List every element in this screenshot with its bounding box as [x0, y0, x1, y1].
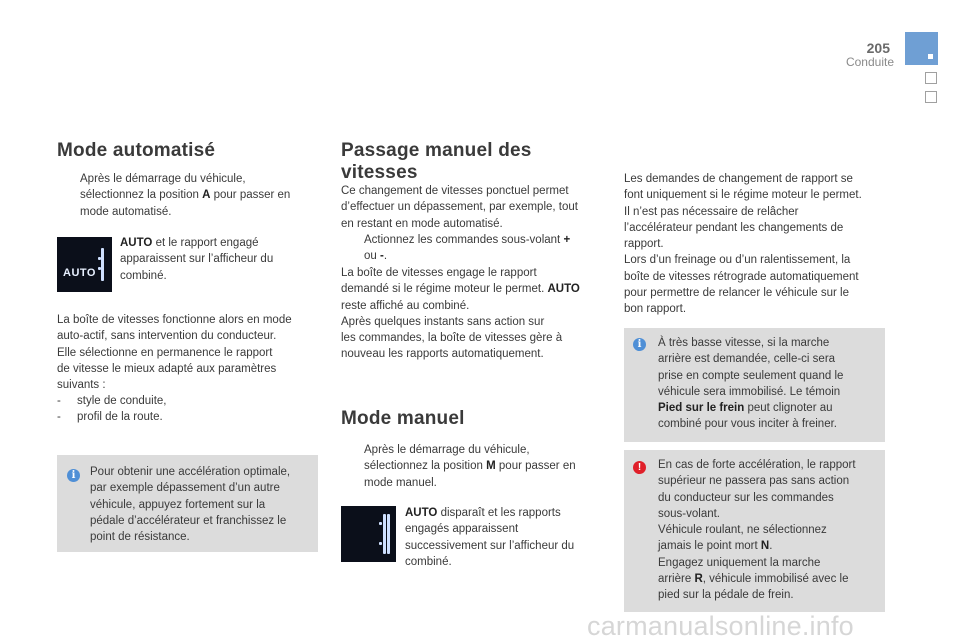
text-line: La boîte de vitesses engage le rapport [341, 267, 537, 279]
text-line: en restant en mode automatisé. [341, 217, 503, 230]
title-line: Passage manuel des [341, 140, 532, 161]
text-line: bon rapport. [624, 303, 687, 316]
section-name: Conduite [845, 55, 894, 69]
warning-light-name: Pied sur le frein [658, 402, 745, 415]
info-icon: i [633, 338, 646, 351]
section-tab-empty-1 [925, 72, 937, 84]
text-line: combiné. [120, 269, 167, 282]
text-line: combiné pour vous inciter à freiner. [658, 418, 837, 431]
text-line: sous-volant. [658, 507, 721, 520]
dash-item-text: style de conduite, [77, 395, 167, 407]
text-line: supérieur ne passera pas sans action [658, 475, 850, 488]
text-line: engagés apparaissent [405, 523, 519, 536]
text-line: Lors d’un freinage ou d’un ralentissement, la [624, 254, 851, 267]
text-line: nouveau les rapports automatiquement. [341, 348, 544, 361]
col1-paragraph [57, 312, 322, 393]
text-line: d’effectuer un dépassement, par exemple, tout [341, 201, 578, 214]
text-line: pied sur la pédale de frein. [658, 589, 794, 602]
text-line: reste affiché au combiné. [341, 299, 470, 312]
dash-mark: - [57, 395, 61, 407]
text-line: prise en compte seulement quand le [658, 369, 844, 382]
text-span: pour passer en [495, 460, 576, 473]
dash-mark: - [57, 411, 61, 423]
text-span: disparaît et les rapports [437, 507, 561, 519]
text-span: sélectionnez la position [364, 460, 487, 473]
text-span: arrière [658, 573, 695, 586]
text-line [405, 505, 605, 521]
reverse-position: R [694, 573, 703, 586]
text-line: Engagez uniquement la marche [658, 556, 821, 569]
text-line: Véhicule roulant, ne sélectionnez [658, 524, 827, 537]
col2-manual-bullet-text [364, 442, 604, 491]
auto-bold: AUTO [120, 237, 153, 249]
gear-indicator-dot [379, 522, 382, 525]
text-line: véhicule sera immobilisé. Le témoin [658, 385, 841, 398]
auto-bold: AUTO [547, 283, 580, 296]
neutral-position: N [760, 540, 770, 553]
text-line [658, 400, 883, 416]
col2-bullet-text [364, 232, 604, 265]
text-span: et le rapport engagé [152, 237, 259, 249]
col2-paragraph [341, 265, 606, 363]
text-line: Ce changement de vitesses ponctuel permet [341, 185, 569, 197]
screen-auto-label: AUTO [63, 267, 96, 279]
text-line [658, 538, 883, 554]
info-note-reverse [624, 328, 885, 442]
text-span: sélectionnez la position [80, 189, 203, 202]
text-line: La boîte de vitesses fonctionne alors en mode [57, 314, 292, 326]
text-line [364, 458, 604, 474]
text-span: Actionnez les commandes sous-volant [364, 234, 564, 246]
text-line: rapport. [624, 238, 664, 251]
gear-indicator-bar [387, 514, 390, 554]
gear-indicator-dot [98, 257, 101, 260]
manual-caption [405, 505, 605, 570]
section-tab-empty-2 [925, 91, 937, 103]
passage-manuel-title [341, 140, 532, 184]
text-line [120, 235, 320, 251]
gear-indicator-dot [379, 542, 382, 545]
gear-indicator-bar [101, 248, 104, 281]
section-tab-active [905, 32, 938, 65]
watermark: carmanualsonline.info [587, 611, 854, 640]
col1-bullet-text [80, 171, 320, 220]
info-note-text [90, 464, 315, 545]
position-m: M [486, 460, 496, 473]
text-line: pour permettre de relancer le véhicule sur le [624, 287, 850, 300]
text-line: boîte de vitesses rétrograde automatiquement [624, 270, 859, 283]
auto-display-image [57, 237, 112, 292]
text-span: , véhicule immobilisé avec le [702, 573, 849, 586]
text-line: À très basse vitesse, si la marche [658, 337, 830, 349]
text-line: par exemple dépassement d’un autre [90, 482, 280, 495]
warning-icon: ! [633, 461, 646, 474]
text-line: véhicule, appuyez fortement sur la [90, 498, 266, 511]
gear-indicator-dot [98, 267, 101, 270]
text-line: suivants : [57, 379, 106, 392]
text-span: demandé si le régime moteur le permet. [341, 283, 548, 296]
col3-paragraph [624, 171, 889, 318]
col2-intro [341, 183, 606, 232]
position-a: A [202, 189, 211, 202]
text-line: point de résistance. [90, 531, 190, 544]
dash-item-text: profil de la route. [77, 411, 163, 423]
info-icon: i [67, 469, 80, 482]
text-line [341, 281, 606, 297]
text-line: font uniquement si le régime moteur le permet. [624, 189, 862, 202]
text-span: peut clignoter au [744, 402, 833, 415]
text-line: l’accélérateur pendant les changements de [624, 221, 844, 234]
text-line: mode manuel. [364, 476, 437, 489]
mode-automatise-title: Mode automatisé [57, 140, 216, 161]
text-line: Après le démarrage du véhicule, [364, 444, 530, 456]
mode-manuel-title: Mode manuel [341, 408, 465, 429]
text-line: combiné. [405, 555, 452, 568]
text-line: arrière est demandée, celle-ci sera [658, 353, 836, 366]
text-span: . [383, 250, 388, 263]
auto-caption [120, 235, 320, 284]
tab-marker [928, 54, 933, 59]
text-line: Pour obtenir une accélération optimale, [90, 466, 291, 478]
text-line: de vitesse le mieux adapté aux paramètres [57, 362, 277, 375]
info-note-text [658, 335, 883, 433]
text-line: mode automatisé. [80, 205, 172, 218]
gear-indicator-bar [383, 514, 386, 554]
text-line [80, 187, 320, 203]
info-note-optimal-acceleration [57, 455, 318, 552]
manual-display-image [341, 506, 396, 562]
text-line [364, 248, 604, 264]
text-line [658, 571, 883, 587]
text-line: Après quelques instants sans action sur [341, 315, 545, 328]
text-line: Après le démarrage du véhicule, [80, 173, 246, 185]
plus-symbol: + [563, 234, 571, 246]
text-line: En cas de forte accélération, le rapport [658, 459, 856, 471]
title-line: vitesses [341, 162, 418, 183]
text-line: pédale d’accélérateur et franchissez le [90, 514, 287, 527]
auto-bold: AUTO [405, 507, 438, 519]
warning-note-text [658, 457, 883, 604]
text-span: ou [364, 250, 380, 263]
text-line: apparaissent sur l’afficheur du [120, 253, 274, 266]
text-line: successivement sur l’afficheur du [405, 539, 575, 552]
page-number: 205 [866, 40, 890, 56]
text-span: jamais le point mort [658, 540, 761, 553]
text-line: du conducteur sur les commandes [658, 491, 834, 504]
text-line: Elle sélectionne en permanence le rapport [57, 346, 273, 359]
text-line: les commandes, la boîte de vitesses gère à [341, 332, 563, 345]
text-line: Il n’est pas nécessaire de relâcher [624, 205, 799, 218]
text-span: pour passer en [210, 189, 291, 202]
text-line: Les demandes de changement de rapport se [624, 173, 853, 185]
warning-note-acceleration [624, 450, 885, 612]
text-span: . [769, 540, 773, 553]
text-line [364, 232, 604, 248]
text-line: auto-actif, sans intervention du conducteur. [57, 330, 277, 343]
minus-symbol: - [380, 250, 384, 263]
